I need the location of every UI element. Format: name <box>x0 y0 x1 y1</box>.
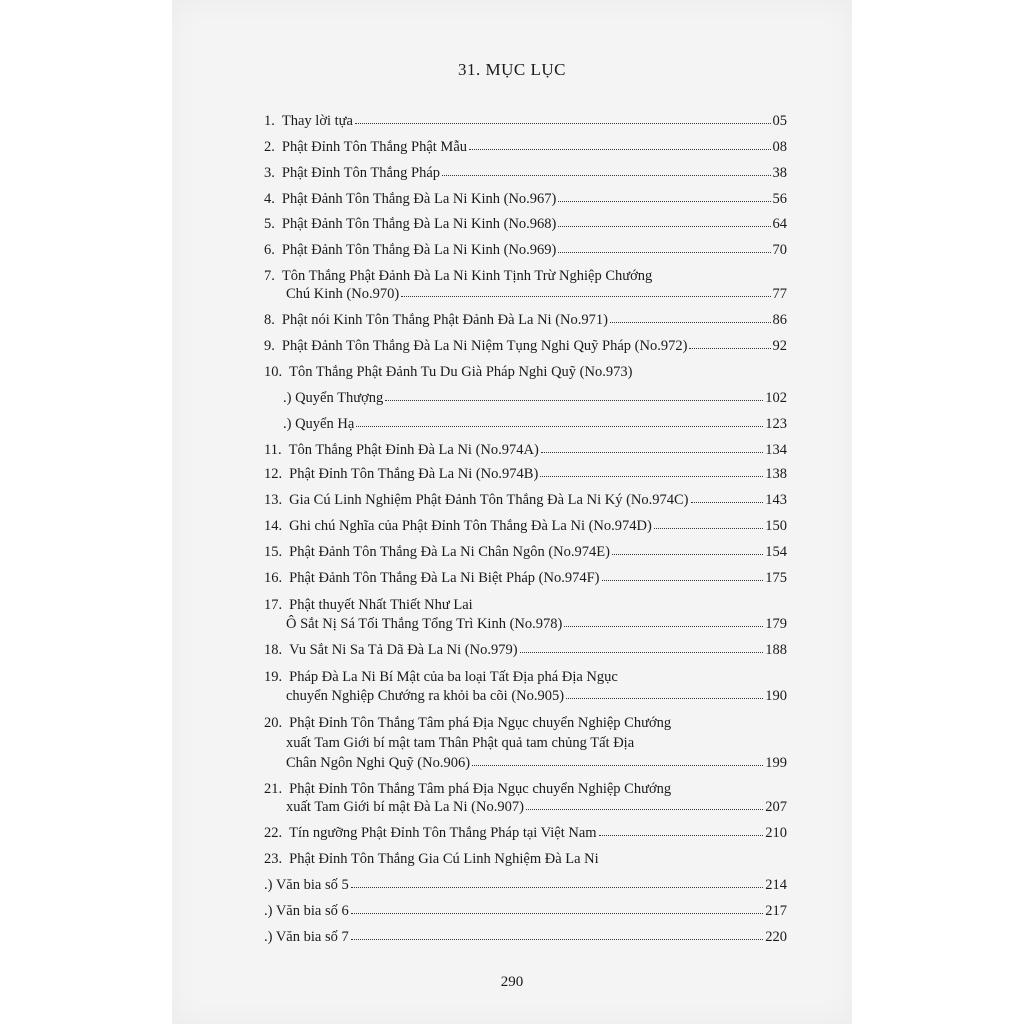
toc-entry-title: Chân Ngôn Nghi Quỹ (No.906) <box>286 755 471 771</box>
toc-entry <box>264 163 787 183</box>
toc-leader-dots <box>564 613 763 627</box>
toc-entry-page: 05 <box>772 113 787 129</box>
toc-entry-title: Chú Kinh (No.970) <box>286 286 400 302</box>
toc-entry-number: 4. <box>264 191 275 207</box>
toc-entry <box>264 137 787 157</box>
toc-leader-dots <box>602 567 764 581</box>
toc-entry-title: Tôn Thắng Phật Đỉnh Đà La Ni (No.974A) <box>288 442 539 458</box>
toc-entry-page: 134 <box>765 442 787 458</box>
toc-entry-page: 150 <box>765 518 787 534</box>
toc-entry-title: Pháp Đà La Ni Bí Mật của ba loại Tất Địa phá Địa Ngục <box>289 669 618 685</box>
toc-entry-title: Phật Đảnh Tôn Thắng Đà La Ni Kinh (No.968) <box>281 216 557 232</box>
toc-entry-page: 138 <box>765 466 787 482</box>
toc-entry-page: 175 <box>765 570 787 586</box>
toc-entry <box>264 189 787 209</box>
toc-entry-page: 220 <box>765 929 787 945</box>
toc-entry-page: 154 <box>765 544 787 560</box>
toc-entry-page: 214 <box>765 877 787 893</box>
toc-entry-page: 210 <box>765 825 787 841</box>
toc-leader-dots <box>689 335 770 349</box>
toc-entry-page: 38 <box>772 165 787 181</box>
toc-entry-number: 16. <box>264 570 283 586</box>
toc-entry-page: 92 <box>772 338 787 354</box>
toc-entry <box>264 595 473 615</box>
toc-entry-page: 143 <box>765 492 787 508</box>
toc-leader-dots <box>654 515 763 529</box>
toc-entry-page: 56 <box>772 191 787 207</box>
toc-entry-number: 23. <box>264 851 283 867</box>
toc-entry <box>264 516 787 536</box>
toc-entry <box>283 414 787 434</box>
toc-entry-number: 17. <box>264 597 283 613</box>
toc-entry <box>264 440 787 460</box>
toc-entry-page: 179 <box>765 616 787 632</box>
toc-entry-title: Phật Đảnh Tôn Thắng Đà La Ni Niệm Tụng Nghi Quỹ Pháp (No.972) <box>281 338 688 354</box>
toc-entry <box>264 240 787 260</box>
toc-entry-title: Phật Đảnh Tôn Thắng Đà La Ni Kinh (No.969) <box>281 242 557 258</box>
toc-leader-dots <box>558 188 770 202</box>
toc-leader-dots <box>351 926 764 940</box>
toc-entry <box>264 927 787 947</box>
page-title: 31. MỤC LỤC <box>458 60 566 79</box>
toc-leader-dots <box>612 541 763 555</box>
toc-entry-title: Ghi chú Nghĩa của Phật Đỉnh Tôn Thắng Đà La Ni (No.974D) <box>289 518 652 534</box>
toc-entry <box>264 640 787 660</box>
toc-entry-page: 70 <box>772 242 787 258</box>
toc-leader-dots <box>558 213 770 227</box>
toc-entry-page: 188 <box>765 642 787 658</box>
toc-leader-dots <box>558 239 770 253</box>
toc-entry <box>264 849 599 869</box>
toc-entry-title: Tín ngưỡng Phật Đỉnh Tôn Thắng Pháp tại Việt Nam <box>289 825 597 841</box>
page-number: 290 <box>500 974 524 990</box>
toc-entry-number: 8. <box>264 312 275 328</box>
toc-entry-number: 15. <box>264 544 283 560</box>
toc-entry-page: 207 <box>765 799 787 815</box>
toc-entry-number: 18. <box>264 642 283 658</box>
toc-entry-title: Vu Sắt Ni Sa Tả Dã Đà La Ni (No.979) <box>289 642 518 658</box>
toc-entry <box>264 362 632 382</box>
toc-entry-title: Phật Đỉnh Tôn Thắng Đà La Ni (No.974B) <box>289 466 539 482</box>
toc-entry-title: Gia Cú Linh Nghiệm Phật Đảnh Tôn Thắng Đà La Ni Ký (No.974C) <box>289 492 689 508</box>
toc-entry-number: 11. <box>264 442 282 458</box>
toc-entry-number: 6. <box>264 242 275 258</box>
toc-entry-page: 102 <box>765 390 787 406</box>
toc-entry <box>264 111 787 131</box>
toc-leader-dots <box>566 685 763 699</box>
toc-entry-page: 217 <box>765 903 787 919</box>
toc-entry-number: 3. <box>264 165 275 181</box>
toc-entry-title: Phật Đỉnh Tôn Thắng Tâm phá Địa Ngục chuyển Nghiệp Chướng <box>289 781 672 797</box>
toc-entry-title: Phật Đỉnh Tôn Thắng Gia Cú Linh Nghiệm Đà La Ni <box>289 851 599 867</box>
toc-leader-dots <box>691 489 764 503</box>
toc-entry-title: Phật nói Kinh Tôn Thắng Phật Đảnh Đà La Ni (No.971) <box>281 312 608 328</box>
toc-entry-title: Phật Đỉnh Tôn Thắng Pháp <box>281 165 441 181</box>
toc-entry-title: Phật Đỉnh Tôn Thắng Phật Mẫu <box>281 139 468 155</box>
toc-entry-number: 13. <box>264 492 283 508</box>
toc-leader-dots <box>540 463 763 477</box>
toc-entry <box>264 336 787 356</box>
toc-entry <box>264 823 787 843</box>
toc-leader-dots <box>355 110 771 124</box>
toc-entry <box>286 797 787 817</box>
table-of-contents <box>172 0 852 1024</box>
toc-entry-title: Phật Đảnh Tôn Thắng Đà La Ni Chân Ngôn (No.974E) <box>289 544 610 560</box>
toc-entry-number: 19. <box>264 669 283 685</box>
toc-leader-dots <box>541 439 763 453</box>
toc-entry-page: 190 <box>765 688 787 704</box>
toc-leader-dots <box>385 387 763 401</box>
toc-entry <box>264 310 787 330</box>
toc-entry-title: Phật Đỉnh Tôn Thắng Tâm phá Địa Ngục chuyển Nghiệp Chướng <box>289 715 672 731</box>
toc-entry-title: Phật thuyết Nhất Thiết Như Lai <box>289 597 473 613</box>
toc-entry-number: 22. <box>264 825 283 841</box>
toc-entry-title: Tôn Thắng Phật Đảnh Tu Du Già Pháp Nghi Quỹ (No.973) <box>289 364 633 380</box>
toc-entry <box>286 753 787 773</box>
toc-entry <box>264 713 671 733</box>
toc-entry <box>264 464 787 484</box>
toc-entry-number: 7. <box>264 268 275 284</box>
toc-entry <box>264 901 787 921</box>
toc-entry <box>264 542 787 562</box>
toc-leader-dots <box>401 283 770 297</box>
toc-entry-number: 2. <box>264 139 275 155</box>
toc-entry <box>286 733 634 753</box>
toc-entry-title: Tôn Thắng Phật Đảnh Đà La Ni Kinh Tịnh Trừ Nghiệp Chướng <box>281 268 653 284</box>
toc-entry <box>286 686 787 706</box>
toc-leader-dots <box>442 162 770 176</box>
toc-entry <box>283 388 787 408</box>
toc-entry <box>264 490 787 510</box>
toc-leader-dots <box>356 413 763 427</box>
toc-leader-dots <box>469 136 770 150</box>
toc-entry <box>286 284 787 304</box>
toc-entry-number: 10. <box>264 364 283 380</box>
toc-entry-number: 12. <box>264 466 283 482</box>
toc-entry-page: 123 <box>765 416 787 432</box>
toc-leader-dots <box>599 822 764 836</box>
toc-entry-number: 21. <box>264 781 283 797</box>
toc-entry-title: .) Quyển Hạ <box>283 416 355 432</box>
toc-entry-title: xuất Tam Giới bí mật tam Thân Phật quả tam chủng Tất Địa <box>286 735 635 751</box>
toc-leader-dots <box>526 796 763 810</box>
book-page <box>172 0 852 1024</box>
toc-entry <box>264 568 787 588</box>
toc-leader-dots <box>472 752 763 766</box>
toc-entry <box>264 875 787 895</box>
toc-entry-page: 08 <box>772 139 787 155</box>
toc-entry-page: 86 <box>772 312 787 328</box>
toc-entry-title: .) Quyển Thượng <box>283 390 384 406</box>
toc-entry-page: 77 <box>772 286 787 302</box>
toc-entry-number: 9. <box>264 338 275 354</box>
toc-entry <box>264 667 618 687</box>
toc-entry-page: 199 <box>765 755 787 771</box>
toc-entry-number: 5. <box>264 216 275 232</box>
toc-leader-dots <box>351 874 764 888</box>
toc-entry-number: 20. <box>264 715 283 731</box>
toc-leader-dots <box>351 900 764 914</box>
toc-entry-title: .) Văn bia số 6 <box>264 903 349 919</box>
toc-entry-title: Thay lời tựa <box>281 113 353 129</box>
toc-leader-dots <box>520 639 764 653</box>
toc-entry-title: chuyển Nghiệp Chướng ra khỏi ba cõi (No.905) <box>286 688 565 704</box>
toc-leader-dots <box>610 309 771 323</box>
toc-entry <box>264 214 787 234</box>
toc-entry-title: Ô Sắt Nị Sá Tối Thắng Tổng Trì Kinh (No.978) <box>286 616 563 632</box>
toc-entry-number: 1. <box>264 113 275 129</box>
toc-entry-title: Phật Đảnh Tôn Thắng Đà La Ni Kinh (No.967) <box>281 191 557 207</box>
toc-entry <box>286 614 787 634</box>
toc-entry-title: .) Văn bia số 5 <box>264 877 349 893</box>
toc-entry-number: 14. <box>264 518 283 534</box>
toc-entry-page: 64 <box>772 216 787 232</box>
toc-entry-title: Phật Đảnh Tôn Thắng Đà La Ni Biệt Pháp (No.974F) <box>289 570 600 586</box>
toc-entry-title: .) Văn bia số 7 <box>264 929 349 945</box>
toc-entry-title: xuất Tam Giới bí mật Đà La Ni (No.907) <box>286 799 524 815</box>
